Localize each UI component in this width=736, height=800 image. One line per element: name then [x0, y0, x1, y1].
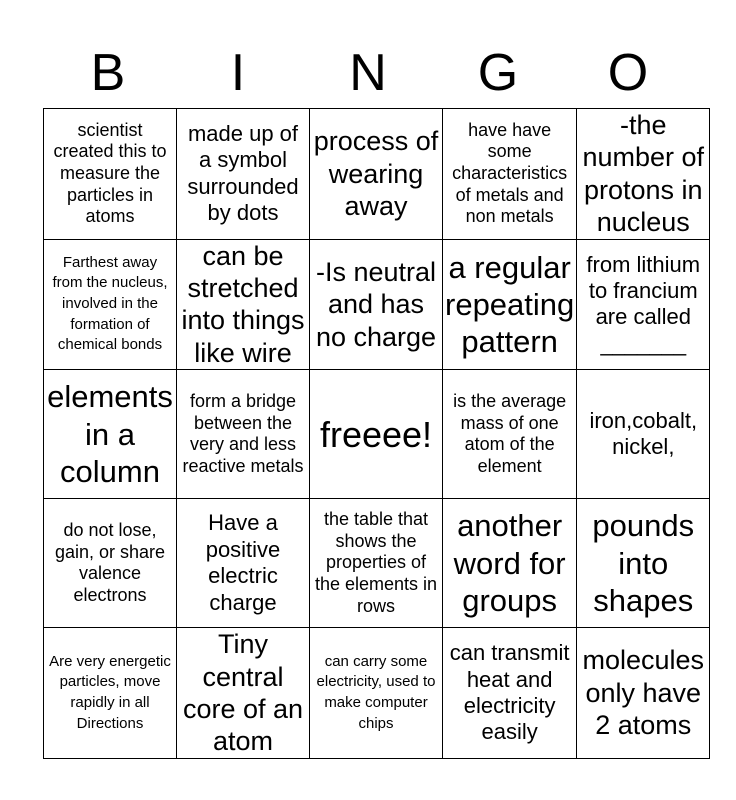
cell-text: do not lose, gain, or share valence electrons: [54, 519, 166, 605]
title-letter-n: N: [349, 44, 387, 102]
bingo-cell: [310, 109, 443, 240]
bingo-cell: [577, 499, 710, 628]
bingo-cell: [177, 628, 310, 759]
board-row: [44, 628, 710, 759]
bingo-cell: [177, 109, 310, 240]
free-space-cell: [310, 370, 443, 499]
board-row: [44, 239, 710, 370]
board-row: [44, 499, 710, 628]
cell-text: is the average mass of one atom of the element: [453, 390, 567, 476]
bingo-cell: [44, 109, 177, 240]
title-letter-g: G: [477, 44, 519, 102]
cell-text: process of wearing away: [313, 126, 439, 221]
cell-text: form a bridge between the very and less reactive metals: [182, 390, 304, 476]
bingo-cell: [310, 239, 443, 370]
bingo-cell: [577, 370, 710, 499]
bingo-cell: [577, 628, 710, 759]
cell-text: can transmit heat and electricity easily: [449, 640, 570, 745]
bingo-cell: [310, 628, 443, 759]
bingo-cell: [443, 370, 577, 499]
bingo-cell: [443, 499, 577, 628]
cell-text: elements in a column: [47, 379, 173, 489]
cell-text: can carry some electricity, used to make computer chips: [316, 652, 436, 732]
cell-text: iron,cobalt, nickel,: [589, 407, 698, 460]
board-row: [44, 370, 710, 499]
cell-text: have have some characteristics of metals and non metals: [452, 119, 568, 227]
bingo-cell: [177, 370, 310, 499]
cell-text: made up of a symbol surrounded by dots: [187, 121, 299, 226]
bingo-cell: [443, 239, 577, 370]
bingo-board: [43, 108, 710, 759]
title-letter-o: O: [607, 44, 649, 102]
bingo-cell: [44, 370, 177, 499]
cell-text: Tiny central core of an atom: [182, 629, 304, 757]
cell-text: the table that shows the properties of the elements in rows: [314, 509, 438, 616]
cell-text: from lithium to francium are called _______: [586, 251, 701, 356]
bingo-cell: [577, 109, 710, 240]
cell-text: pounds into shapes: [592, 508, 695, 618]
cell-text: another word for groups: [453, 508, 566, 618]
bingo-cell: [44, 239, 177, 370]
bingo-cell: [443, 109, 577, 240]
bingo-title: [43, 40, 693, 106]
bingo-cell: [443, 628, 577, 759]
cell-text: Are very energetic particles, move rapidly in all Directions: [49, 652, 171, 732]
bingo-cell: [44, 628, 177, 759]
cell-text: -Is neutral and has no charge: [315, 256, 437, 352]
cell-text: Have a positive electric charge: [205, 510, 281, 615]
bingo-cell: [177, 239, 310, 370]
cell-text: Farthest away from the nucleus, involved in the formation of chemical bonds: [52, 253, 168, 354]
cell-text: freeee!: [319, 413, 433, 455]
title-letter-b: B: [90, 44, 126, 102]
cell-text: -the number of protons in nucleus: [582, 110, 705, 238]
cell-text: a regular repeating pattern: [445, 249, 575, 359]
bingo-cell: [310, 499, 443, 628]
cell-text: molecules only have 2 atoms: [582, 645, 705, 741]
cell-text: can be stretched into things like wire: [181, 240, 305, 368]
board-row: [44, 109, 710, 240]
bingo-cell: [177, 499, 310, 628]
title-letter-i: I: [230, 44, 246, 102]
cell-text: scientist created this to measure the particles in atoms: [53, 119, 167, 227]
bingo-cell: [44, 499, 177, 628]
bingo-cell: [577, 239, 710, 370]
